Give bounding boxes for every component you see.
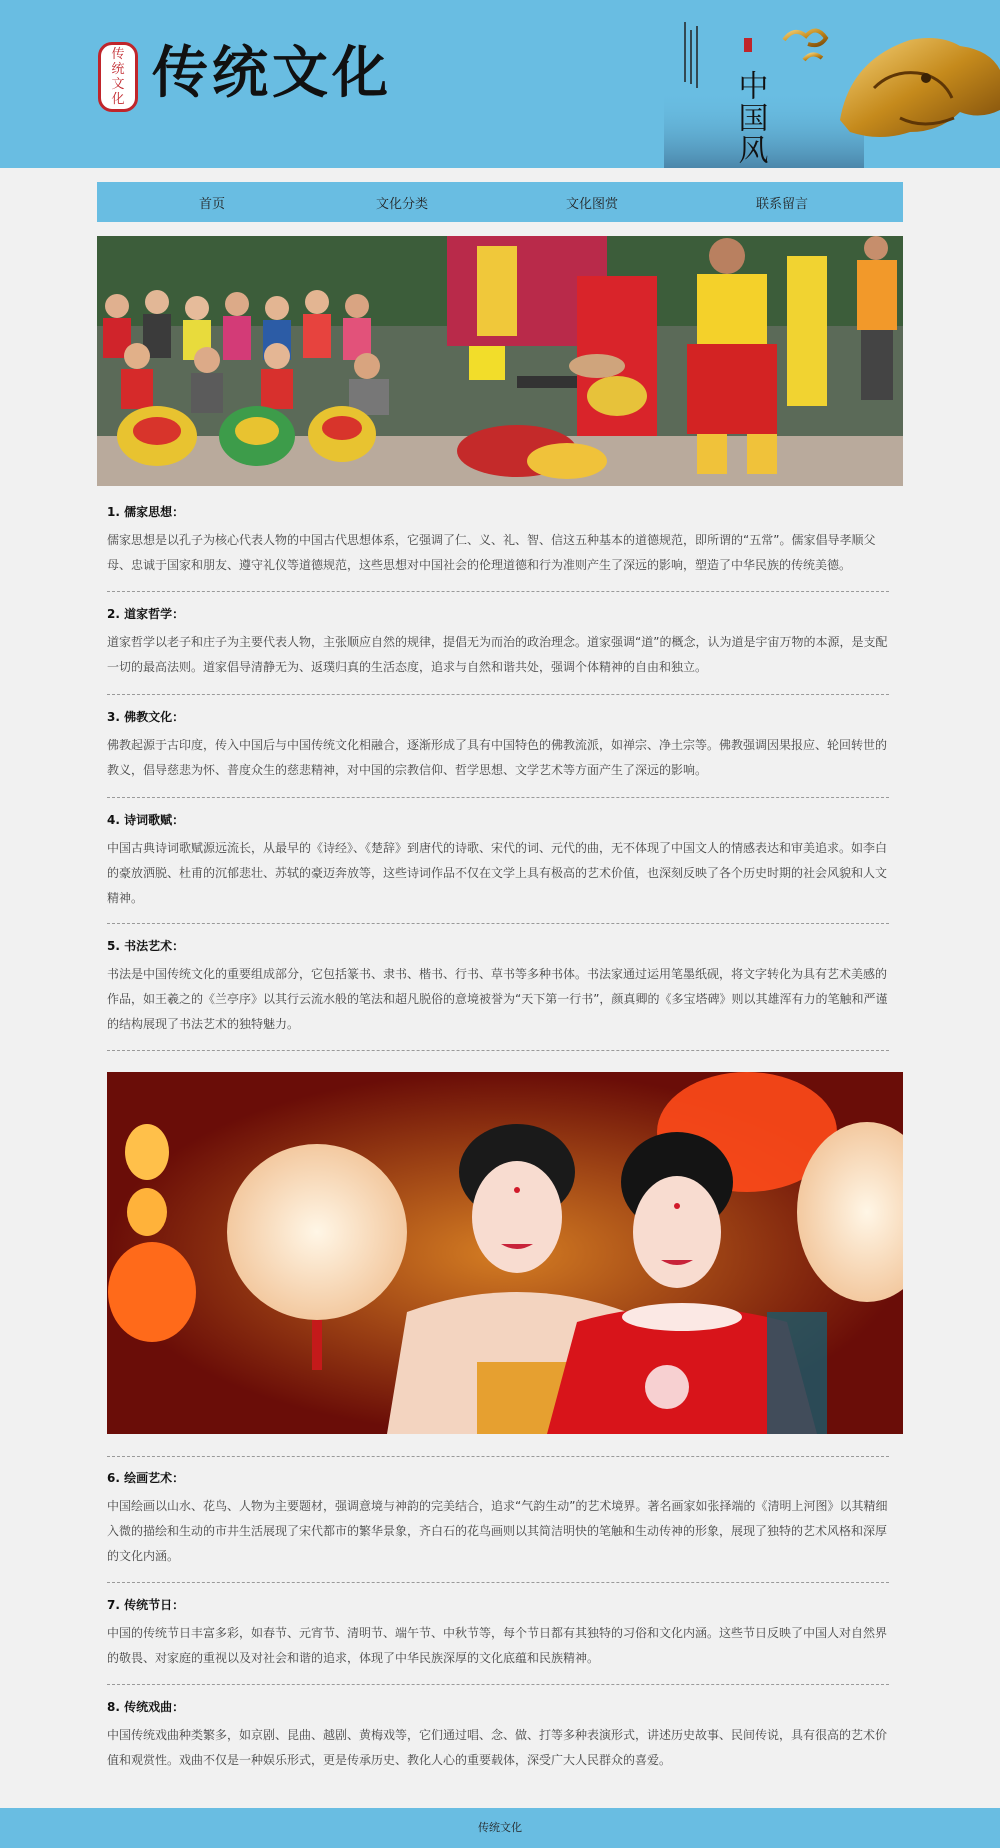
section-title: 7. 传统节日： bbox=[107, 1598, 185, 1612]
site-title: 传统文化 bbox=[152, 41, 392, 106]
nav-home[interactable]: 首页 bbox=[198, 196, 225, 212]
section-body: 儒家思想是以孔子为核心代表人物的中国古代思想体系，它强调了仁、义、礼、智、信这五种基本的道德规范，即所谓的“五常”。儒家倡导孝顺父母、忠诚于国家和朋友、遵守礼仪等道德规范，这些思想对中国社会的伦理道德和行为准则产生了深远的影响，塑造了中华民族的传统美德。 bbox=[107, 533, 876, 572]
section-title: 2. 道家哲学： bbox=[107, 607, 185, 621]
section-buddhism bbox=[107, 707, 889, 798]
section-body: 中国的传统节日丰富多彩，如春节、元宵节、清明节、端午节、中秋节等，每个节日都有其独特的习俗和文化内涵。这些节日反映了中国人对自然界的敬畏、对家庭的重视以及对社会和谐的追求，体现了中华民族深厚的文化底蕴和民族精神。 bbox=[107, 1626, 888, 1665]
section-calligraphy bbox=[107, 936, 889, 1051]
section-title: 1. 儒家思想： bbox=[107, 505, 185, 519]
section-title: 5. 书法艺术： bbox=[107, 939, 185, 953]
section-confucianism bbox=[107, 502, 889, 592]
section-poetry bbox=[107, 810, 889, 924]
section-taoism bbox=[107, 604, 889, 695]
seal-char: 传 bbox=[111, 47, 125, 62]
nav-culture-categories[interactable]: 文化分类 bbox=[375, 196, 428, 212]
section-title: 4. 诗词歌赋： bbox=[107, 813, 185, 827]
seal-char: 文 bbox=[111, 77, 125, 92]
section-festivals bbox=[107, 1595, 889, 1685]
section-body: 书法是中国传统文化的重要组成部分，它包括篆书、隶书、楷书、行书、草书等多种书体。书法家通过运用笔墨纸砚，将文字转化为具有艺术美感的作品，如王羲之的《兰亭序》以其行云流水般的笔法和超凡脱俗的意境被誉为“天下第一行书”，颜真卿的《多宝塔碑》则以其雄浑有力的笔触和严谨的结构展现了书法艺术的独特魅力。 bbox=[107, 967, 888, 1031]
section-body: 中国绘画以山水、花鸟、人物为主要题材，强调意境与神韵的完美结合，追求“气韵生动”的艺术境界。著名画家如张择端的《清明上河图》以其精细入微的描绘和生动的市井生活展现了宋代都市的繁华景象，齐白石的花鸟画则以其简洁明快的笔触和生动传神的形象，展现了独特的艺术风格和深厚的文化内涵。 bbox=[107, 1499, 888, 1563]
header-decoration bbox=[664, 0, 1000, 168]
section-title: 8. 传统戏曲： bbox=[107, 1700, 185, 1714]
footer: 传统文化 bbox=[0, 1808, 1000, 1848]
header-banner bbox=[0, 0, 1000, 168]
main-nav bbox=[97, 182, 903, 222]
lion-dance-photo bbox=[97, 236, 903, 486]
section-body: 佛教起源于古印度，传入中国后与中国传统文化相融合，逐渐形成了具有中国特色的佛教流派，如禅宗、净土宗等。佛教强调因果报应、轮回转世的教义，倡导慈悲为怀、普度众生的慈悲精神，对中国的宗教信仰、哲学思想、文学艺术等方面产生了深远的影响。 bbox=[107, 738, 888, 777]
seal-char: 统 bbox=[111, 62, 125, 77]
deco-zhongguofeng: 中国风 bbox=[732, 70, 768, 166]
nav-culture-gallery[interactable]: 文化图赏 bbox=[565, 196, 618, 212]
section-body: 中国传统戏曲种类繁多，如京剧、昆曲、越剧、黄梅戏等，它们通过唱、念、做、打等多种表演形式，讲述历史故事、民间传说，具有很高的艺术价值和观赏性。戏曲不仅是一种娱乐形式，更是传承历史、教化人心的重要载体，深受广大人民群众的喜爱。 bbox=[107, 1728, 888, 1767]
lantern-festival-photo bbox=[107, 1072, 903, 1434]
section-body: 道家哲学以老子和庄子为主要代表人物，主张顺应自然的规律，提倡无为而治的政治理念。道家强调“道”的概念，认为道是宇宙万物的本源，是支配一切的最高法则。道家倡导清静无为、返璞归真的生活态度，追求与自然和谐共处，强调个体精神的自由和独立。 bbox=[107, 635, 888, 674]
seal-char: 化 bbox=[111, 92, 125, 107]
section-title: 3. 佛教文化： bbox=[107, 710, 185, 724]
section-opera bbox=[107, 1697, 889, 1787]
seal-logo bbox=[98, 42, 138, 112]
divider-line bbox=[107, 1456, 889, 1457]
section-body: 中国古典诗词歌赋源远流长，从最早的《诗经》、《楚辞》到唐代的诗歌、宋代的词、元代的曲，无不体现了中国文人的情感表达和审美追求。如李白的豪放洒脱、杜甫的沉郁悲壮、苏轼的豪迈奔放等，这些诗词作品不仅在文学上具有极高的艺术价值，也深刻反映了各个历史时期的社会风貌和人文精神。 bbox=[107, 841, 888, 905]
section-title: 6. 绘画艺术： bbox=[107, 1471, 185, 1485]
nav-contact[interactable]: 联系留言 bbox=[755, 196, 808, 212]
section-painting bbox=[107, 1468, 889, 1583]
